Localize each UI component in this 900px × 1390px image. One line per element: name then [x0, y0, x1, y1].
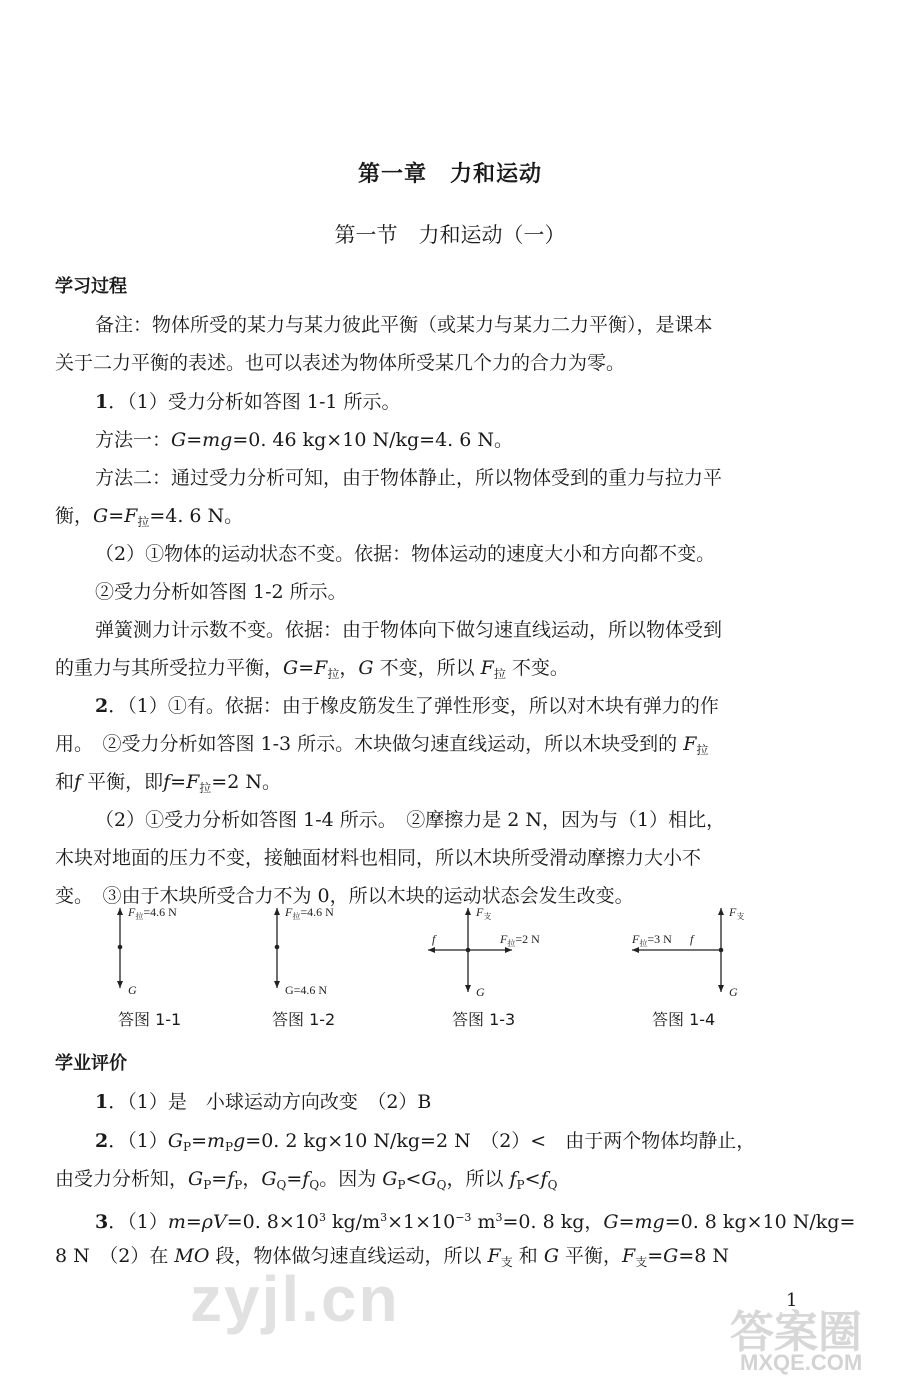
diagram-1-3	[428, 905, 540, 999]
object-point	[466, 948, 471, 953]
d3-left-label: f	[432, 932, 436, 946]
q1-part2: （2）①物体的运动状态不变。依据：物体运动的速度大小和方向都不变。	[95, 543, 716, 565]
q2-line3: 和f 平衡，即$f=F_拉=2$ N。	[55, 771, 281, 795]
q2-line2: 用。 ②受力分析如答图 1-3 所示。木块做匀速直线运动，所以木块受到的 $F_拉$	[55, 733, 709, 757]
q1-part3: ②受力分析如答图 1-2 所示。	[95, 581, 347, 603]
q1-part4: 弹簧测力计示数不变。依据：由于物体向下做匀速直线运动，所以物体受到	[95, 619, 723, 641]
d3-up-label: $F_支$	[476, 905, 492, 921]
d3-right-label: $F_拉=2$ N	[500, 932, 540, 948]
watermark-right: 答案圈	[730, 1308, 862, 1357]
evaluation-heading: 学业评价	[55, 1053, 127, 1074]
note-line-2: 关于二力平衡的表述。也可以表述为物体所受某几个力的合力为零。	[55, 352, 626, 374]
chapter-title: 第一章 力和运动	[357, 162, 542, 187]
watermark-left: zyjl.cn	[190, 1263, 400, 1335]
eval-q2-line1: 2．$(1)G_P=m_Pg=0$. 2 kg×10 N/kg=2 N （2）< 由于两个物体均静止，	[95, 1130, 756, 1154]
object-point	[118, 945, 123, 950]
caption-1-1: 答图 1-1	[118, 1010, 182, 1029]
q1-method2-line2: 衡，$G=F_拉=4$. 6 N。	[55, 505, 244, 529]
section-title: 第一节 力和运动（一）	[334, 223, 566, 247]
d3-down-label: G	[476, 985, 485, 999]
diagram-1-4	[631, 905, 744, 999]
eval-q3-line1: 3．（1）m=ρV=0. $8\times 10^3$ $kg/m^3\times 1\times 10^{-3}$ $m^3=0$. 8 kg，G=mg=0. 8 kg×10 N/kg=	[95, 1211, 856, 1233]
q2-line4: （2）①受力分析如答图 1-4 所示。 ②摩擦力是 2 N，因为与（1）相比，	[95, 809, 726, 831]
d4-down-label: G	[729, 985, 738, 999]
d2-top-label: $F_拉=4.6$ N	[285, 905, 334, 921]
diagram-1-1	[118, 905, 177, 997]
object-point	[719, 948, 724, 953]
note-line-1: 备注：物体所受的某力与某力彼此平衡（或某力与某力二力平衡），是课本	[95, 314, 713, 336]
q1-part5: 的重力与其所受拉力平衡，$G=F_拉$，G 不变，所以 $F_拉$ 不变。	[55, 657, 569, 681]
q2-line5: 木块对地面的压力不变，接触面材料也相同，所以木块所受滑动摩擦力大小不	[55, 847, 702, 869]
q1-method2-line1: 方法二：通过受力分析可知，由于物体静止，所以物体受到的重力与拉力平	[95, 467, 723, 489]
caption-1-2: 答图 1-2	[272, 1010, 336, 1029]
diagram-1-2	[275, 905, 334, 997]
d2-bottom-label: G=4.6 N	[285, 983, 328, 997]
page-number: 1	[786, 1290, 798, 1311]
q1-part1: 1．（1）受力分析如答图 1-1 所示。	[95, 391, 401, 413]
d4-up-label: $F_支$	[729, 905, 745, 921]
eval-q2-line2: 由受力分析知，$G_P=f_P$，$G_Q=f_Q$。因为 $G_P<G_Q$，所以 $f_P<f_Q$	[55, 1168, 558, 1192]
object-point	[275, 945, 280, 950]
learning-heading: 学习过程	[55, 276, 127, 297]
q1-method1: 方法一：G=mg=0. 46 kg×10 N/kg=4. 6 N。	[95, 429, 513, 451]
d4-mid-label: f	[690, 932, 694, 946]
eval-q1: 1．（1）是 小球运动方向改变 （2）B	[95, 1091, 432, 1113]
q2-line1: 2．（1）①有。依据：由于橡皮筋发生了弹性形变，所以对木块有弹力的作	[95, 695, 719, 717]
d1-bottom-label: G	[128, 983, 137, 997]
d1-top-label: $F_拉=4.6$ N	[128, 905, 177, 921]
caption-1-3: 答图 1-3	[452, 1010, 516, 1029]
watermark-right-sub: MXQE.COM	[740, 1350, 863, 1375]
eval-q3-line2: 8 N （2）在 MO 段，物体做匀速直线运动，所以 $F_支$ 和 G 平衡，$F_支=G=8$ N	[55, 1245, 730, 1269]
force-diagrams	[0, 900, 900, 1010]
d4-left-label: $F_拉=3$ N	[632, 932, 672, 948]
q2-line6: 变。 ③由于木块所受合力不为 0，所以木块的运动状态会发生改变。	[55, 885, 634, 907]
caption-1-4: 答图 1-4	[652, 1010, 716, 1029]
